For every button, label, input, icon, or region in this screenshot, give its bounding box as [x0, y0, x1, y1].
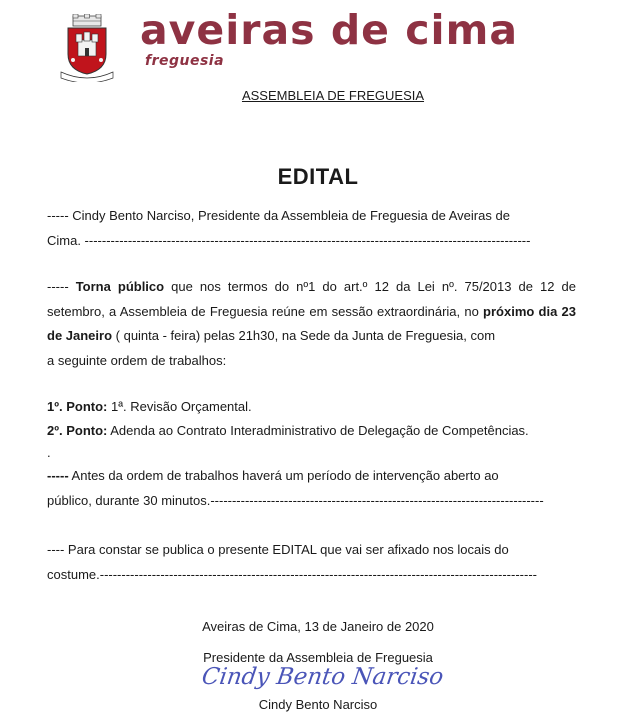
parish-crest-logo: [58, 14, 116, 82]
separator-dot: .: [47, 445, 51, 460]
intro-tail: Cima. -------------------------------------------------------------------------------------------------------: [47, 232, 531, 248]
announcement-bold-lead: Torna público: [75, 279, 165, 294]
announcement-text-2: ( quinta - feira) pelas 21h30, na Sede da Junta de Freguesia, com: [112, 328, 496, 343]
announcement-text: que nos termos do nº1 do art.º 12 da Lei nº. 75/2013 de 12 de setembro, a Assembleia de Freguesia reúne em sessão extraordinária, no: [47, 279, 576, 319]
agenda-point: [47, 421, 576, 441]
signatory-name: Cindy Bento Narciso: [258, 697, 378, 712]
intro-text: ----- Cindy Bento Narciso, Presidente da Assembleia de Freguesia de Aveiras de: [47, 208, 510, 223]
posting-paragraph: [47, 538, 576, 587]
intervention-tail: público, durante 30 minutos.-----------------------------------------------------------------------------: [47, 492, 544, 508]
parish-logo-wordmark: aveiras de cima: [140, 6, 518, 54]
point-text: 1ª. Revisão Orçamental.: [107, 399, 252, 414]
announcement-paragraph: [47, 275, 576, 373]
assembly-heading: ASSEMBLEIA DE FREGUESIA: [241, 88, 425, 103]
announcement-tail: a seguinte ordem de trabalhos:: [47, 352, 227, 368]
parish-logo-subtitle: freguesia: [145, 53, 225, 69]
point-text: Adenda ao Contrato Interadministrativo de Delegação de Competências.: [107, 423, 529, 438]
posting-text: ---- Para constar se publica o presente EDITAL que vai ser afixado nos locais do: [47, 542, 509, 557]
point-label: 1º. Ponto:: [47, 399, 108, 414]
handwritten-signature: Cindy Bento Narciso: [200, 664, 446, 690]
meeting-date: próximo dia 23 de Janeiro: [47, 303, 577, 343]
signatory-role: Presidente da Assembleia de Freguesia: [203, 650, 433, 665]
intervention-paragraph: [47, 464, 576, 513]
agenda-point: [47, 397, 576, 417]
dash-lead: -----: [47, 468, 69, 483]
document-title: EDITAL: [277, 164, 359, 189]
dash-lead: -----: [47, 279, 76, 294]
intro-paragraph: [47, 204, 576, 253]
posting-tail: costume.-----------------------------------------------------------------------------------------------------: [47, 566, 537, 582]
intervention-text: Antes da ordem de trabalhos haverá um período de intervenção aberto ao: [68, 468, 499, 483]
point-label: 2º. Ponto:: [47, 423, 108, 438]
place-date: Aveiras de Cima, 13 de Janeiro de 2020: [202, 619, 434, 634]
